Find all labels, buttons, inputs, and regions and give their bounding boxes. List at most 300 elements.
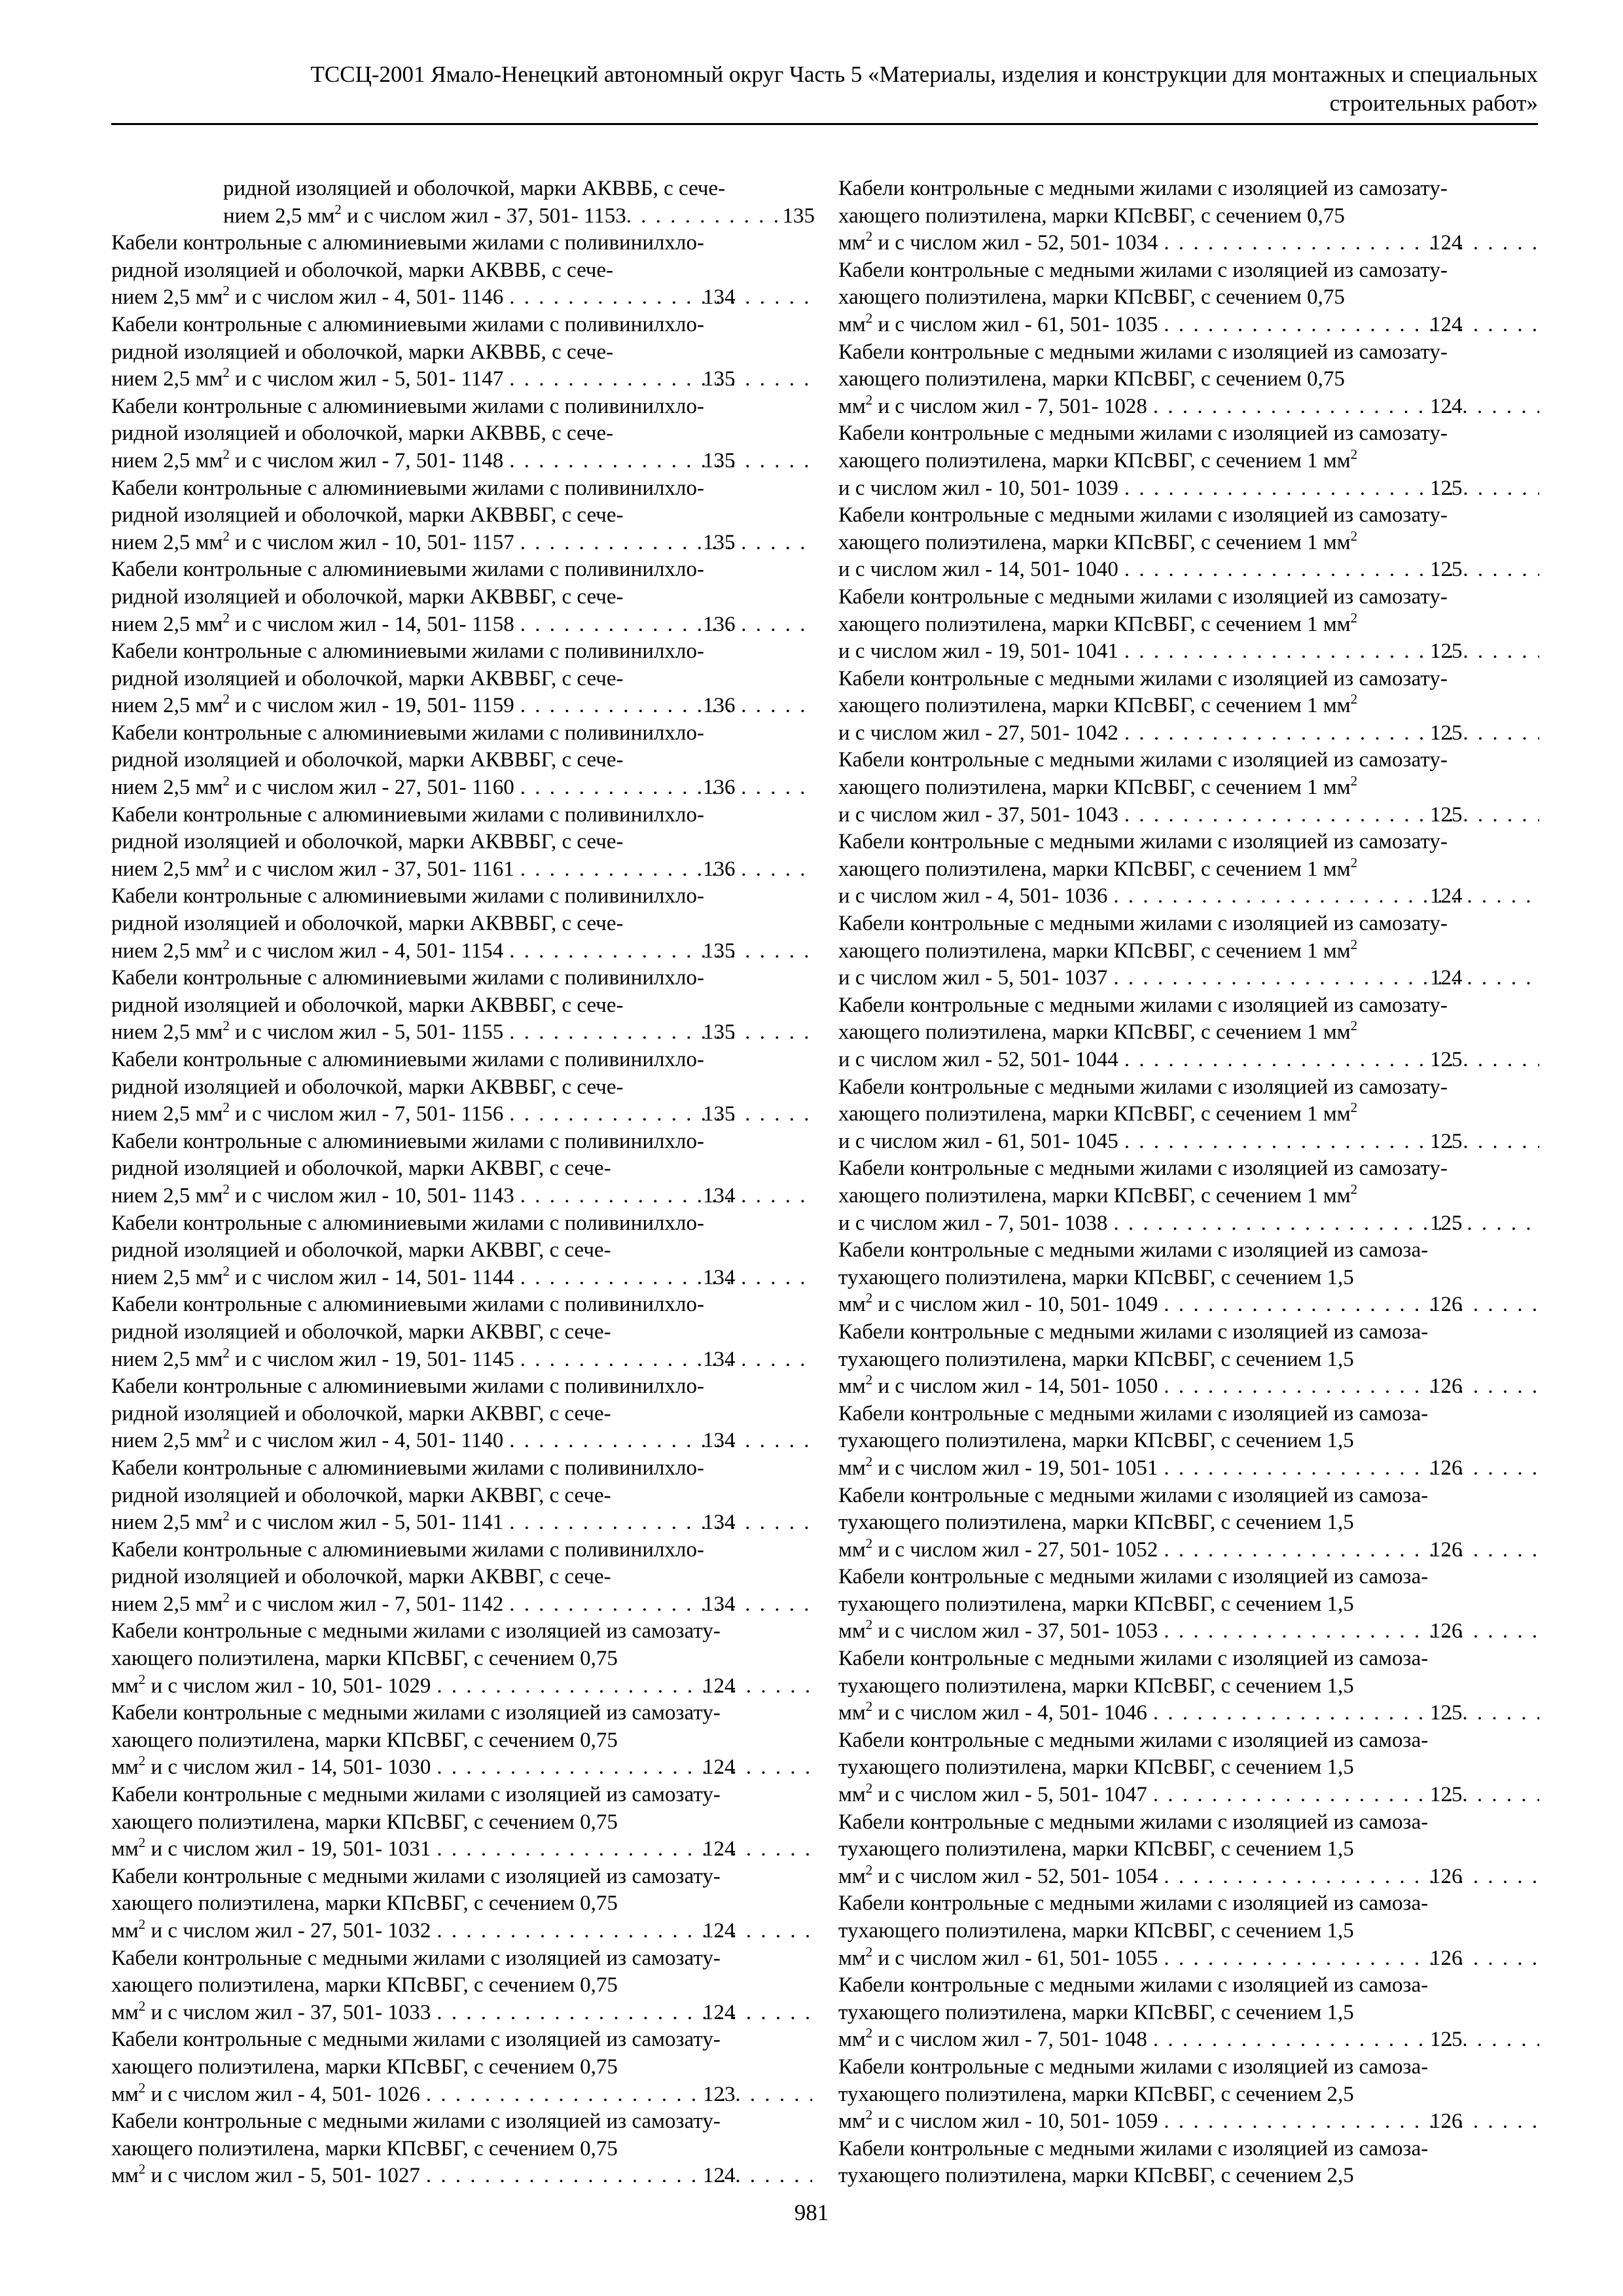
entry-text: ридной изоляцией и оболочкой, марки АКВВГ, с сече- — [111, 1483, 611, 1507]
entry-line — [838, 1181, 1542, 1210]
entry-text-part: нием 2,5 мм — [111, 367, 223, 391]
entry-text: Кабели контрольные с медными жилами с изоляцией из самоза- — [838, 1647, 1429, 1671]
entry-last-line — [838, 802, 1542, 829]
page-ref: 124 — [1430, 966, 1463, 990]
index-entry — [111, 1455, 815, 1537]
entry-text-part: и с числом жил - 37, 501- 1153 — [341, 204, 626, 228]
entry-text-part: и с числом жил - 14, 501- 1030 — [145, 1755, 431, 1780]
entry-text — [838, 1943, 1158, 1973]
entry-text-part: мм — [111, 2000, 139, 2024]
entry-text: Кабели контрольные с алюминиевыми жилами с поливинилхло- — [111, 231, 704, 255]
entry-text-part: и с числом жил - 10, 501- 1059 — [872, 2109, 1158, 2134]
dot-leader — [1158, 1863, 1539, 1891]
dot-leader — [1158, 1945, 1539, 1973]
entry-text: хающего полиэтилена, марки КПсВБГ, с сечением 1 мм — [838, 857, 1351, 881]
entry-line — [111, 556, 815, 584]
entry-text — [111, 1344, 514, 1374]
entry-text-part: и с числом жил - 14, 501- 1144 — [229, 1265, 514, 1289]
entry-text: тухающего полиэтилена, марки КПсВБГ, с сечением 1,5 — [838, 2000, 1354, 2024]
index-entry — [838, 1645, 1542, 1727]
index-entry — [111, 230, 815, 312]
superscript-2: 2 — [1350, 1181, 1358, 1197]
entry-text: Кабели контрольные с медными жилами с изоляцией из самоза- — [838, 1319, 1429, 1344]
index-entry — [838, 910, 1542, 992]
entry-text — [111, 1181, 514, 1210]
entry-text: Кабели контрольные с медными жилами с изоляцией из самозату- — [111, 1619, 721, 1643]
dot-leader — [1118, 638, 1539, 666]
entry-last-line — [838, 1128, 1542, 1156]
index-entry — [838, 257, 1542, 339]
entry-line — [111, 1155, 815, 1183]
index-entry — [111, 2108, 815, 2190]
entry-text: Кабели контрольные с медными жилами с изоляцией из самозату- — [838, 1075, 1448, 1099]
index-entry — [838, 339, 1542, 421]
entry-text: Кабели контрольные с медными жилами с изоляцией из самозату- — [838, 340, 1448, 364]
entry-text-part: и с числом жил - 5, 501- 1027 — [145, 2164, 420, 2188]
dot-leader — [1118, 802, 1539, 829]
entry-line — [111, 257, 815, 285]
entry-last-line — [111, 1753, 815, 1782]
index-entry — [838, 747, 1542, 829]
dot-leader — [1147, 393, 1539, 421]
entry-last-line — [838, 475, 1542, 503]
entry-line — [111, 1700, 815, 1727]
entry-line — [838, 747, 1542, 774]
entry-last-line — [111, 1344, 815, 1374]
entry-last-line — [838, 1535, 1542, 1564]
entry-text: Кабели контрольные с медными жилами с изоляцией из самоза- — [838, 1483, 1429, 1507]
entry-text: хающего полиэтилена, марки КПсВБГ, с сечением 0,75 — [838, 285, 1345, 310]
index-entry — [838, 1809, 1542, 1891]
dot-leader — [431, 1836, 812, 1863]
entry-text-part: и с числом жил - 10, 501- 1157 — [229, 530, 514, 554]
page-ref: 125 — [1430, 476, 1463, 500]
page-ref: 124 — [703, 1837, 736, 1861]
entry-text-part: нием 2,5 мм — [111, 1429, 223, 1453]
entry-last-line — [111, 1263, 815, 1292]
superscript-2: 2 — [223, 1263, 230, 1279]
header-line-1: ТССЦ-2001 Ямало-Ненецкий автономный округ Часть 5 «Материалы, изделия и конструкции для монтажных и специальных — [310, 62, 1538, 87]
dot-leader — [431, 2000, 812, 2027]
entry-line — [111, 1237, 815, 1265]
index-entry — [111, 883, 815, 965]
entry-text-part: и с числом жил - 19, 501- 1031 — [145, 1837, 431, 1861]
dot-leader — [1107, 965, 1539, 992]
entry-text — [111, 691, 514, 720]
entry-text — [111, 936, 504, 965]
entry-line — [838, 203, 1542, 230]
index-entry — [111, 175, 815, 230]
superscript-2: 2 — [223, 773, 230, 789]
page-ref: 135 — [782, 204, 815, 228]
page-ref: 134 — [703, 1183, 736, 1208]
entry-line — [111, 312, 815, 339]
superscript-2: 2 — [1350, 528, 1358, 544]
entry-line — [838, 1346, 1542, 1374]
index-entry — [838, 584, 1542, 666]
entry-last-line — [838, 1861, 1542, 1891]
dot-leader — [514, 1183, 812, 1210]
entry-last-line — [111, 283, 815, 312]
entry-line — [111, 1645, 815, 1673]
page-ref: 136 — [703, 612, 736, 636]
dot-leader — [431, 1918, 812, 1945]
entry-text-part: мм — [838, 1537, 866, 1562]
entry-line — [838, 1265, 1542, 1292]
entry-last-line — [111, 365, 815, 393]
entry-text-part: и с числом жил - 7, 501- 1148 — [229, 448, 504, 473]
entry-line — [111, 1210, 815, 1238]
entry-text-part: мм — [838, 1701, 866, 1725]
entry-text — [838, 1617, 1158, 1645]
entry-last-line — [111, 2079, 815, 2109]
entry-text: Кабели контрольные с алюминиевыми жилами с поливинилхло- — [111, 558, 704, 582]
entry-text: хающего полиэтилена, марки КПсВБГ, с сечением 1 мм — [838, 530, 1351, 554]
entry-line — [838, 1809, 1542, 1837]
page-ref: 124 — [1430, 231, 1463, 255]
dot-leader — [1118, 720, 1539, 747]
entry-text — [111, 1671, 431, 1700]
entry-text — [838, 720, 1118, 747]
entry-text-part: и с числом жил - 27, 501- 1032 — [145, 1919, 431, 1943]
entry-line — [838, 1427, 1542, 1455]
entry-text-part: мм — [838, 1456, 866, 1480]
entry-text-part: и с числом жил - 37, 501- 1033 — [145, 2000, 431, 2024]
entry-line — [838, 446, 1542, 475]
entry-line — [838, 1401, 1542, 1428]
entry-last-line — [838, 1372, 1542, 1401]
entry-line — [838, 773, 1542, 802]
superscript-2: 2 — [865, 1372, 873, 1388]
entry-line — [111, 829, 815, 856]
entry-text — [111, 1100, 504, 1128]
entry-text — [838, 883, 1108, 910]
entry-text-part: мм — [838, 1619, 866, 1643]
dot-leader — [1158, 1373, 1539, 1401]
index-entry — [838, 1482, 1542, 1564]
entry-line — [111, 2054, 815, 2081]
superscript-2: 2 — [1350, 936, 1358, 952]
entry-text-part: и с числом жил - 19, 501- 1145 — [229, 1347, 514, 1371]
index-entry — [111, 720, 815, 802]
entry-text — [838, 802, 1118, 829]
entry-line — [111, 747, 815, 774]
entry-text-part: и с числом жил - 37, 501- 1043 — [838, 802, 1118, 827]
page-ref: 125 — [1430, 1211, 1463, 1235]
entry-last-line — [838, 720, 1542, 747]
entry-text-part: нием 2,5 мм — [111, 1183, 223, 1208]
entry-text-part: мм — [111, 1919, 139, 1943]
entry-text: хающего полиэтилена, марки КПсВБГ, с сечением 1 мм — [838, 612, 1351, 636]
superscript-2: 2 — [865, 1943, 873, 1960]
entry-last-line — [111, 854, 815, 884]
page-ref: 135 — [703, 1102, 736, 1126]
page-ref: 126 — [1430, 2109, 1463, 2134]
page-ref: 136 — [703, 857, 736, 881]
page-ref: 125 — [1430, 2028, 1463, 2052]
dot-leader — [1147, 1700, 1539, 1727]
entry-line — [111, 1782, 815, 1809]
entry-line — [838, 528, 1542, 557]
entry-line — [838, 2054, 1542, 2081]
entry-text-part: мм — [111, 1674, 139, 1698]
entry-line — [111, 910, 815, 938]
entry-text: Кабели контрольные с медными жилами с изоляцией из самозату- — [838, 258, 1448, 282]
entry-text: хающего полиэтилена, марки КПсВБГ, с сечением 0,75 — [111, 1647, 618, 1671]
entry-text: Кабели контрольные с медными жилами с изоляцией из самозату- — [111, 1783, 721, 1807]
entry-text — [111, 1998, 431, 2027]
page-ref: 134 — [703, 1347, 736, 1371]
entry-text — [111, 1426, 504, 1455]
page-ref: 136 — [703, 776, 736, 800]
dot-leader — [514, 856, 812, 884]
entry-line — [838, 666, 1542, 693]
entry-line — [111, 1890, 815, 1918]
superscript-2: 2 — [865, 310, 873, 326]
entry-text: ридной изоляцией и оболочкой, марки АКВВБГ, с сече- — [111, 503, 624, 528]
entry-line — [838, 691, 1542, 720]
entry-line — [111, 720, 815, 747]
entry-last-line — [838, 1290, 1542, 1319]
entry-text — [838, 2025, 1147, 2054]
dot-leader — [420, 2162, 812, 2190]
superscript-2: 2 — [865, 1617, 873, 1633]
index-entry — [838, 1727, 1542, 1809]
page-ref: 136 — [703, 694, 736, 718]
entry-line — [111, 420, 815, 448]
entry-text — [111, 854, 514, 884]
entry-text — [111, 446, 504, 475]
entry-text: Кабели контрольные с алюминиевыми жилами с поливинилхло- — [111, 1129, 704, 1153]
entry-text: Кабели контрольные с медными жилами с изоляцией из самозату- — [838, 748, 1448, 772]
entry-text-part: нием 2,5 мм — [111, 857, 223, 881]
entry-line — [838, 1482, 1542, 1510]
superscript-2: 2 — [1350, 854, 1358, 870]
entry-text: Кабели контрольные с алюминиевыми жилами с поливинилхло- — [111, 802, 704, 827]
page-ref: 134 — [703, 1265, 736, 1289]
index-entry — [111, 965, 815, 1047]
page-ref: 124 — [703, 1755, 736, 1780]
entry-text-part: и с числом жил - 7, 501- 1142 — [229, 1592, 504, 1616]
page-ref: 134 — [703, 285, 736, 310]
dot-leader — [503, 1101, 812, 1128]
page-ref: 125 — [1430, 1048, 1463, 1071]
entry-last-line — [838, 2025, 1542, 2054]
entry-text-part: мм — [111, 1837, 139, 1861]
page-ref: 126 — [1430, 1864, 1463, 1888]
entry-line — [838, 2081, 1542, 2109]
page-ref: 125 — [1430, 721, 1463, 745]
entry-line — [111, 1319, 815, 1346]
index-entry — [111, 1863, 815, 1945]
dot-leader — [431, 1754, 812, 1782]
entry-line — [111, 666, 815, 693]
page-ref: 124 — [703, 1919, 736, 1943]
entry-line — [111, 992, 815, 1020]
entry-text: Кабели контрольные с медными жилами с изоляцией из самоза- — [838, 1565, 1429, 1589]
entry-line — [838, 420, 1542, 448]
entry-line — [838, 1591, 1542, 1619]
entry-line — [838, 1155, 1542, 1183]
index-entry — [111, 312, 815, 393]
superscript-2: 2 — [138, 2161, 146, 2178]
page-ref: 124 — [703, 2000, 736, 2024]
entry-text — [111, 1835, 431, 1863]
entry-line — [111, 1809, 815, 1837]
superscript-2: 2 — [223, 365, 230, 381]
dot-leader — [1118, 556, 1539, 584]
entry-text-part: и с числом жил - 10, 501- 1029 — [145, 1674, 431, 1698]
entry-line — [838, 910, 1542, 938]
entry-line — [838, 1074, 1542, 1102]
entry-text-part: и с числом жил - 10, 501- 1049 — [872, 1293, 1158, 1317]
dot-leader — [1118, 475, 1539, 503]
entry-text: Кабели контрольные с медными жилами с изоляцией из самоза- — [838, 1401, 1429, 1426]
entry-text: хающего полиэтилена, марки КПсВБГ, с сечением 1 мм — [838, 694, 1351, 718]
entry-text: Кабели контрольные с алюминиевыми жилами с поливинилхло- — [111, 884, 704, 908]
entry-line — [111, 1074, 815, 1102]
entry-text — [838, 638, 1118, 666]
entry-text-part: нием 2,5 мм — [111, 285, 223, 310]
entry-text — [111, 609, 514, 639]
superscript-2: 2 — [865, 1453, 873, 1469]
entry-last-line — [838, 2107, 1542, 2136]
entry-text-part: нием 2,5 мм — [111, 694, 223, 718]
entry-last-line — [111, 773, 815, 802]
entry-text: ридной изоляцией и оболочкой, марки АКВВБ, с сече- — [111, 422, 614, 446]
entry-text: Кабели контрольные с алюминиевыми жилами с поливинилхло- — [111, 394, 704, 418]
entry-text: ридной изоляцией и оболочкой, марки АКВВГ, с сече- — [111, 1565, 611, 1589]
page-ref: 126 — [1430, 1537, 1463, 1562]
entry-text-part: и с числом жил - 14, 501- 1050 — [872, 1374, 1158, 1399]
entry-text: Кабели контрольные с медными жилами с изоляцией из самоза- — [838, 1973, 1429, 1998]
entry-text — [223, 203, 626, 230]
index-entry — [838, 502, 1542, 584]
entry-text: Кабели контрольные с алюминиевыми жилами с поливинилхло- — [111, 1048, 704, 1071]
index-entry — [111, 1945, 815, 2027]
entry-text: хающего полиэтилена, марки КПсВБГ, с сечением 0,75 — [111, 2136, 618, 2161]
entry-text-part: и с числом жил - 5, 501- 1155 — [229, 1020, 504, 1045]
entry-line — [111, 1564, 815, 1591]
index-entry — [838, 1319, 1542, 1401]
index-entry — [838, 829, 1542, 910]
entry-last-line — [838, 883, 1542, 910]
page-ref: 124 — [1430, 884, 1463, 908]
dot-leader — [1158, 230, 1539, 257]
entry-text: хающего полиэтилена, марки КПсВБГ, с сечением 1 мм — [838, 448, 1351, 473]
page-ref: 126 — [1430, 1293, 1463, 1317]
entry-line — [111, 1618, 815, 1645]
entry-text: Кабели контрольные с алюминиевыми жилами с поливинилхло- — [111, 639, 704, 664]
dot-leader — [1158, 2108, 1539, 2136]
entry-text — [838, 391, 1147, 421]
entry-text-part: и с числом жил - 4, 501- 1140 — [229, 1429, 504, 1453]
dot-leader — [1147, 1782, 1539, 1809]
index-entry — [111, 393, 815, 475]
superscript-2: 2 — [138, 1753, 146, 1769]
page-ref: 134 — [703, 1511, 736, 1535]
entry-text-part: мм — [111, 2164, 139, 2188]
entry-text: тухающего полиэтилена, марки КПсВБГ, с сечением 1,5 — [838, 1674, 1354, 1698]
index-entry — [111, 638, 815, 720]
entry-last-line — [111, 1589, 815, 1619]
entry-line — [838, 854, 1542, 884]
index-entry — [838, 1972, 1542, 2054]
entry-text-part: и с числом жил - 4, 501- 1026 — [145, 2082, 420, 2106]
entry-text-part: и с числом жил - 19, 501- 1051 — [872, 1456, 1158, 1480]
entry-line — [111, 1128, 815, 1156]
superscript-2: 2 — [1350, 446, 1358, 462]
page-ref: 125 — [1430, 639, 1463, 664]
entry-text: Кабели контрольные с медными жилами с изоляцией из самозату- — [111, 1701, 721, 1725]
index-entry — [838, 666, 1542, 747]
dot-leader — [503, 1019, 812, 1047]
entry-text-part: нием 2,5 мм — [111, 1020, 223, 1045]
entry-text — [838, 1128, 1118, 1156]
entry-line — [838, 1972, 1542, 2000]
entry-last-line — [111, 1998, 815, 2027]
entry-text-part: и с числом жил - 19, 501- 1041 — [838, 639, 1118, 664]
dot-leader — [1118, 1047, 1539, 1074]
entry-text: хающего полиэтилена, марки КПсВБГ, с сечением 0,75 — [838, 367, 1345, 391]
entry-text-part: и с числом жил - 4, 501- 1036 — [838, 884, 1108, 908]
entry-line — [111, 1373, 815, 1401]
entry-text: тухающего полиэтилена, марки КПсВБГ, с сечением 1,5 — [838, 1265, 1354, 1289]
entry-text — [111, 2079, 420, 2109]
entry-line — [111, 1537, 815, 1564]
entry-text-part: и с числом жил - 4, 501- 1146 — [229, 285, 504, 310]
index-entry — [838, 175, 1542, 257]
superscript-2: 2 — [223, 936, 230, 952]
index-entry — [838, 992, 1542, 1074]
entry-text: Кабели контрольные с медными жилами с изоляцией из самозату- — [838, 503, 1448, 528]
entry-line — [838, 584, 1542, 611]
entry-text: ридной изоляцией и оболочкой, марки АКВВБ, с сече- — [111, 340, 614, 364]
dot-leader — [431, 1673, 812, 1700]
index-entry — [111, 1047, 815, 1128]
index-entry — [838, 2054, 1542, 2136]
entry-text-part: нием 2,5 мм — [111, 1592, 223, 1616]
entry-text-part: и с числом жил - 10, 501- 1143 — [229, 1183, 514, 1208]
entry-text-part: и с числом жил - 61, 501- 1035 — [872, 312, 1158, 336]
index-entry — [111, 475, 815, 557]
entry-text: ридной изоляцией и оболочкой, марки АКВВГ, с сече- — [111, 1401, 611, 1426]
page-ref: 125 — [1430, 1701, 1463, 1725]
index-column-left — [111, 175, 815, 2190]
page-ref: 125 — [1430, 558, 1463, 582]
entry-text — [838, 1780, 1147, 1809]
entry-text-part: и с числом жил - 61, 501- 1045 — [838, 1129, 1118, 1153]
superscript-2: 2 — [223, 1018, 230, 1034]
dot-leader — [1158, 1455, 1539, 1482]
entry-text-part: мм — [838, 1293, 866, 1317]
entry-last-line — [838, 1698, 1542, 1727]
entry-text: ридной изоляцией и оболочкой, марки АКВВГ, с сече- — [111, 1238, 611, 1263]
entry-text — [838, 965, 1108, 992]
superscript-2: 2 — [223, 1508, 230, 1524]
entry-last-line — [838, 1210, 1542, 1238]
entry-text-part: и с числом жил - 27, 501- 1052 — [872, 1537, 1158, 1562]
entry-text-part: и с числом жил - 37, 501- 1053 — [872, 1619, 1158, 1643]
entry-line — [111, 1291, 815, 1319]
entry-line — [838, 2136, 1542, 2163]
dot-leader — [503, 1427, 812, 1455]
entry-line — [111, 1972, 815, 2000]
dot-leader — [514, 774, 812, 802]
entry-text: Кабели контрольные с алюминиевыми жилами с поливинилхло- — [111, 1211, 704, 1235]
entry-text-part: нием 2,5 мм — [111, 1347, 223, 1371]
entry-text: тухающего полиэтилена, марки КПсВБГ, с сечением 1,5 — [838, 1592, 1354, 1616]
